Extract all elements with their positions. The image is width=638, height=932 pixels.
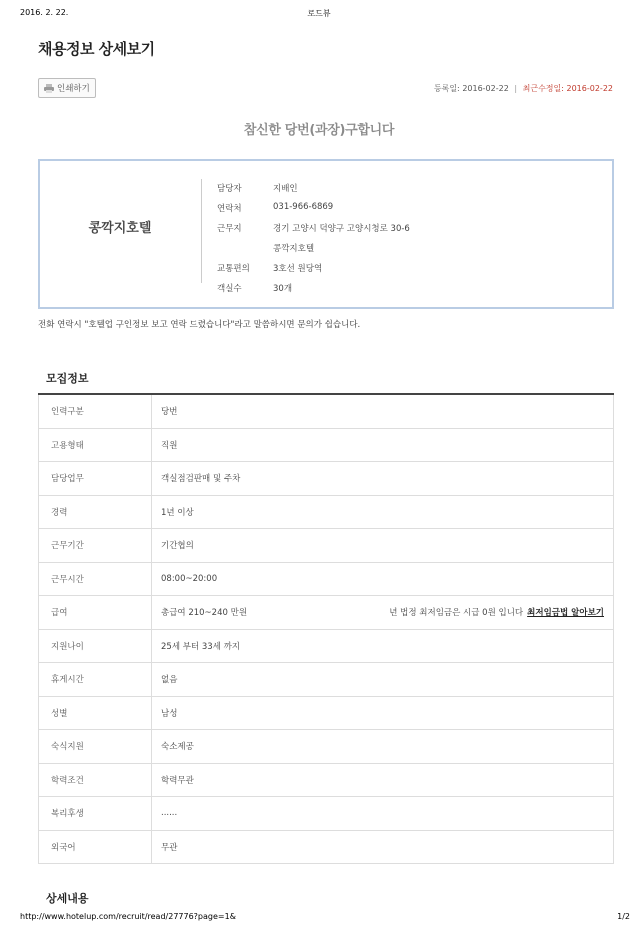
company-row-label: 객실수: [217, 284, 242, 294]
company-row-label: 담당자: [217, 184, 242, 194]
row-label: 숙식지원: [38, 730, 152, 763]
company-row-value: 3호선 원당역: [273, 264, 323, 274]
row-value: 무관: [161, 842, 178, 853]
modified-date: 2016-02-22: [566, 84, 613, 93]
table-row: [38, 496, 614, 530]
job-title: 참신한 당번(과장)구합니다: [243, 123, 395, 138]
post-dates: [434, 83, 613, 94]
registered-date: 2016-02-22: [462, 84, 509, 93]
row-value: 없음: [161, 675, 178, 686]
registered-label: 등록일:: [433, 84, 460, 93]
minimum-wage-text: 년 법정 최저임금은 시급 0원 입니다: [389, 608, 524, 619]
table-row: [38, 596, 614, 630]
table-row: [38, 764, 614, 798]
company-row-label: 근무지: [217, 224, 242, 234]
table-row: [38, 395, 614, 429]
company-row-label: 연락처: [217, 204, 242, 214]
row-label: 인력구분: [38, 395, 152, 428]
company-row-value: 30개: [273, 284, 293, 294]
company-row-value: 경기 고양시 덕양구 고양시청로 30-6: [273, 224, 410, 234]
company-row-label: 교통편의: [217, 264, 250, 274]
company-info-box: [38, 159, 614, 309]
row-value: ......: [161, 808, 178, 819]
company-name: 콩깍지호텔: [88, 221, 152, 236]
detail-section-title: 상세내용: [46, 892, 89, 905]
row-label: 복리후생: [38, 797, 152, 830]
row-label: 지원나이: [38, 630, 152, 663]
table-row: [38, 563, 614, 597]
table-row: [38, 831, 614, 865]
print-button[interactable]: [38, 78, 96, 98]
row-label: 고용형태: [38, 429, 152, 462]
row-value: 남성: [161, 708, 178, 719]
row-value: 학력무관: [161, 775, 194, 786]
minimum-wage-note: [389, 596, 604, 629]
table-row: [38, 630, 614, 664]
table-row: [38, 797, 614, 831]
minimum-wage-link[interactable]: 최저임금법 알아보기: [527, 608, 604, 619]
row-label: 학력조건: [38, 764, 152, 797]
date-separator: |: [514, 84, 518, 93]
company-divider: [201, 179, 202, 283]
recruit-table: [38, 393, 614, 864]
table-row: [38, 663, 614, 697]
printer-icon: [44, 84, 54, 93]
table-row: [38, 429, 614, 463]
page-title: 채용정보 상세보기: [38, 40, 155, 58]
print-header: [0, 8, 638, 22]
row-value: 직원: [161, 440, 178, 451]
row-value: 당번: [161, 407, 178, 418]
print-site-name: 로드뷰: [307, 9, 331, 18]
row-label: 근무기간: [38, 529, 152, 562]
company-row-value: 콩깍지호텔: [273, 244, 315, 254]
row-value: 숙소제공: [161, 742, 194, 753]
table-row: [38, 462, 614, 496]
row-label: 외국어: [38, 831, 152, 864]
company-row-value: 031-966-6869: [273, 202, 334, 212]
modified-label: 최근수정일:: [522, 84, 564, 93]
company-row-value: 지배인: [273, 184, 298, 194]
contact-note: 전화 연락시 "호텔업 구인정보 보고 연락 드렸습니다"라고 말씀하시면 문의가 쉽습니다.: [38, 320, 361, 330]
row-label: 근무시간: [38, 563, 152, 596]
table-row: [38, 529, 614, 563]
row-label: 담당업무: [38, 462, 152, 495]
table-row: [38, 730, 614, 764]
row-value: 25세 부터 33세 까지: [161, 641, 241, 652]
table-row: [38, 697, 614, 731]
row-value: 총급여 210~240 만원: [161, 608, 248, 619]
print-date: 2016. 2. 22.: [20, 8, 69, 17]
row-value: 08:00~20:00: [161, 573, 218, 584]
row-label: 급여: [38, 596, 152, 629]
row-value: 기간협의: [161, 541, 194, 552]
row-label: 휴게시간: [38, 663, 152, 696]
print-page-number: 1/2: [617, 912, 630, 921]
row-value: 객실점검판매 및 주차: [161, 474, 241, 485]
recruit-section-title: 모집정보: [46, 372, 89, 385]
print-button-label: 인쇄하기: [57, 84, 90, 94]
row-label: 성별: [38, 697, 152, 730]
print-url: http://www.hotelup.com/recruit/read/27776?page=1&: [20, 912, 236, 921]
row-label: 경력: [38, 496, 152, 529]
row-value: 1년 이상: [161, 507, 194, 518]
